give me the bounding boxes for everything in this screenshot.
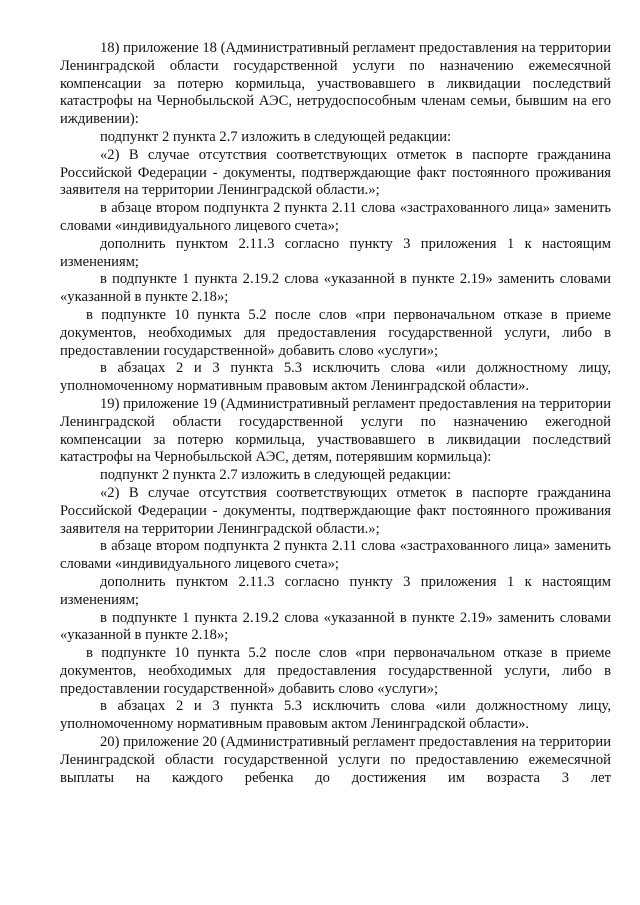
paragraph-5-2-amend: в подпункте 10 пункта 5.2 после слов «при первоначальном отказе в приеме документов, необходимых для предоставления государственной услуги, либо в предоставлении государственной» добавить слово «услуги»; (60, 306, 611, 359)
paragraph-item-18-heading: 18) приложение 18 (Административный регламент предоставления на территории Ленинградской области государственной услуги по назначению ежемесячной компенсации за потерю кормильца, участвовавшего в ликвидации последствий катастрофы на Чернобыльской АЭС, нетрудоспособным членам семьи, бывшим на его иждивении): (60, 40, 612, 128)
paragraph-2-11-3-add: дополнить пунктом 2.11.3 согласно пункту 3 приложения 1 к настоящим изменениям; (60, 235, 611, 270)
paragraph-subpoint-2-7: подпункт 2 пункта 2.7 изложить в следующей редакции: (100, 128, 452, 145)
paragraph-5-2-amend: в подпункте 10 пункта 5.2 после слов «при первоначальном отказе в приеме документов, необходимых для предоставления государственной услуги, либо в предоставлении государственной» добавить слово «услуги»; (60, 645, 611, 697)
paragraph-quote-passport: «2) В случае отсутствия соответствующих отметок в паспорте гражданина Российской Федерации - документы, подтверждающие факт постоянного проживания заявителя на территории Ленинградской области.»; (60, 146, 611, 199)
paragraph-2-19-2-amend: в подпункте 1 пункта 2.19.2 слова «указанной в пункте 2.19» заменить словами «указанной в пункте 2.18»; (60, 271, 611, 306)
paragraph-quote-passport: «2) В случае отсутствия соответствующих отметок в паспорте гражданина Российской Федерации - документы, подтверждающие факт постоянного проживания заявителя на территории Ленинградской области.»; (60, 484, 611, 537)
paragraph-2-11-amend: в абзаце втором подпункта 2 пункта 2.11 слова «застрахованного лица» заменить словами «индивидуального лицевого счета»; (60, 538, 611, 573)
document-page (60, 40, 611, 787)
paragraph-2-11-3-add: дополнить пунктом 2.11.3 согласно пункту 3 приложения 1 к настоящим изменениям; (60, 573, 611, 608)
paragraph-2-11-amend: в абзаце втором подпункта 2 пункта 2.11 слова «застрахованного лица» заменить словами «индивидуального лицевого счета»; (60, 200, 611, 234)
paragraph-subpoint-2-7: подпункт 2 пункта 2.7 изложить в следующей редакции: (100, 467, 452, 484)
paragraph-item-20-heading: 20) приложение 20 (Административный регламент предоставления на территории Ленинградской области государственной услуги по предоставлению ежемесячной выплаты на каждого ребенка до достижения им возраста 3 лет (60, 734, 612, 786)
paragraph-5-3-amend: в абзацах 2 и 3 пункта 5.3 исключить слова «или должностному лицу, уполномоченному нормативным правовым актом Ленинградской области». (60, 360, 611, 395)
paragraph-2-19-2-amend: в подпункте 1 пункта 2.19.2 слова «указанной в пункте 2.19» заменить словами «указанной в пункте 2.18»; (60, 609, 611, 644)
paragraph-5-3-amend: в абзацах 2 и 3 пункта 5.3 исключить слова «или должностному лицу, уполномоченному нормативным правовым актом Ленинградской области». (60, 698, 611, 733)
paragraph-item-19-heading: 19) приложение 19 (Административный регламент предоставления на территории Ленинградской области государственной услуги по назначению ежегодной компенсации за потерю кормильца, участвовавшего в ликвидации последствий катастрофы на Чернобыльской АЭС, детям, потерявшим кормильца): (60, 395, 612, 466)
